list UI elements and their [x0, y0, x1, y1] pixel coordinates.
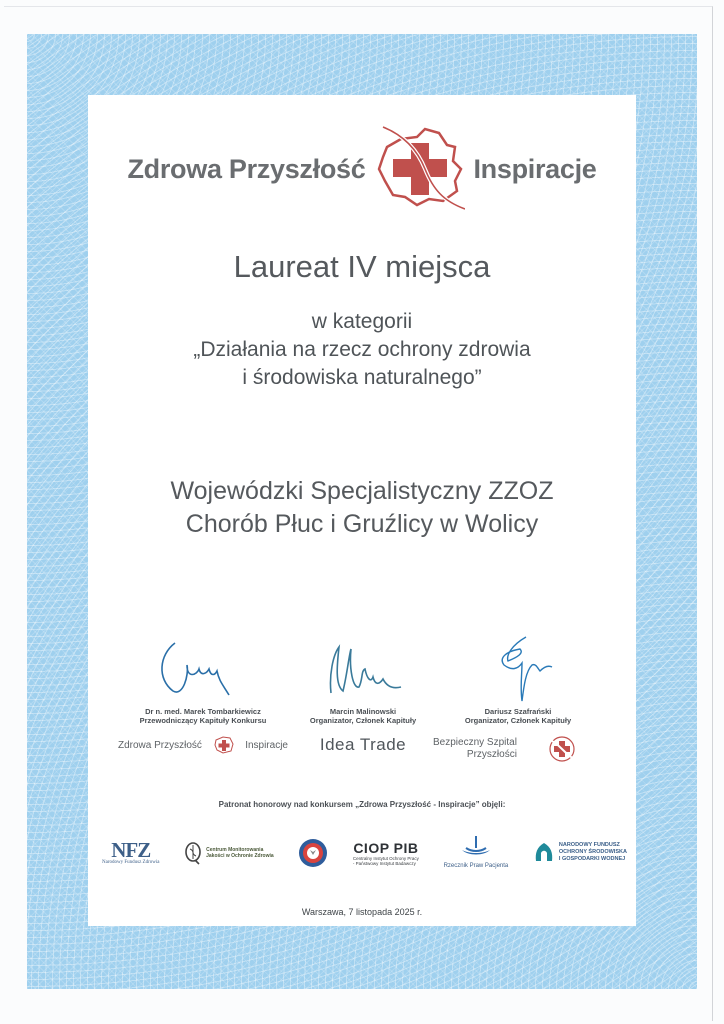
- signer-2-role: Organizator, Członek Kapituły: [309, 716, 417, 725]
- signature-3-icon: [468, 635, 568, 705]
- recipient-line-2: Chorób Płuc i Gruźlicy w Wolicy: [185, 510, 539, 538]
- signer-3-logo: [433, 735, 603, 763]
- ministry-emblem-icon: [298, 838, 328, 868]
- nfosigw-emblem-icon: [533, 841, 555, 865]
- signer-1-logo-right: Inspiracje: [245, 739, 288, 751]
- signer-3: [433, 635, 603, 763]
- ciop-pib-logo: CIOP PIB Centralny Instytut Ochrony Pracy - Państwowy Instytut Badawczy: [352, 839, 419, 866]
- brand-left-text: Zdrowa Przyszłość: [127, 153, 366, 184]
- cmj-q-icon: [184, 841, 202, 865]
- signature-2-icon: [313, 635, 413, 705]
- signer-1-name: Dr n. med. Marek Tombarkiewicz: [145, 707, 261, 716]
- patronage-text: Patronat honorowy nad konkursem „Zdrowa Przyszłość - Inspiracje” objęli:: [218, 800, 506, 809]
- brand-header: [88, 125, 636, 213]
- signer-3-name: Dariusz Szafrański: [484, 707, 552, 716]
- brand-right-text: Inspiracje: [473, 153, 597, 184]
- patron-logos: [102, 830, 627, 875]
- certificate-body: [88, 95, 636, 926]
- signature-1-icon: [153, 635, 253, 705]
- signer-2-name: Marcin Malinowski: [329, 707, 397, 716]
- issue-date: Warszawa, 7 listopada 2025 r.: [301, 907, 423, 917]
- signer-1-logo: [118, 735, 288, 755]
- category-line-2: i środowiska naturalnego”: [242, 366, 482, 389]
- signer-2: [278, 635, 448, 755]
- award-category: [88, 308, 636, 392]
- signer-1: [118, 635, 288, 755]
- nfz-logo: NFZ Narodowy Fundusz Zdrowia: [102, 838, 160, 865]
- recipient-name: [88, 475, 636, 541]
- signer-2-logo: [278, 735, 448, 755]
- signer-1-logo-left: Zdrowa Przyszłość: [118, 739, 202, 751]
- nfosigw-logo: NARODOWY FUNDUSZ OCHRONY ŚRODOWISKA I GOSPODARKI WODNEJ: [533, 841, 627, 865]
- poland-map-red-cross-icon: [373, 125, 465, 213]
- mini-poland-cross-icon: [213, 735, 235, 755]
- szpital-line-1: Bezpieczny Szpital: [433, 737, 517, 748]
- ministry-health-emblem: [298, 838, 328, 868]
- hands-icon: [458, 836, 494, 858]
- signer-1-role: Przewodniczący Kapituły Konkursu: [139, 716, 267, 725]
- idea-trade-logo: Idea Trade: [319, 735, 407, 754]
- category-intro: w kategorii: [311, 310, 413, 333]
- award-title: Laureat IV miejsca: [233, 249, 491, 284]
- signer-3-role: Organizator, Członek Kapituły: [464, 716, 572, 725]
- rzecznik-praw-pacjenta-logo: Rzecznik Praw Pacjenta: [444, 836, 509, 869]
- recipient-line-1: Wojewódzki Specjalistyczny ZZOZ: [170, 477, 554, 505]
- category-line-1: „Działania na rzecz ochrony zdrowia: [193, 338, 531, 361]
- cmj-logo: Centrum Monitorowania Jakości w Ochronie Zdrowia: [184, 841, 274, 865]
- hospital-cross-icon: [548, 735, 576, 763]
- szpital-line-2: Przyszłości: [466, 749, 517, 760]
